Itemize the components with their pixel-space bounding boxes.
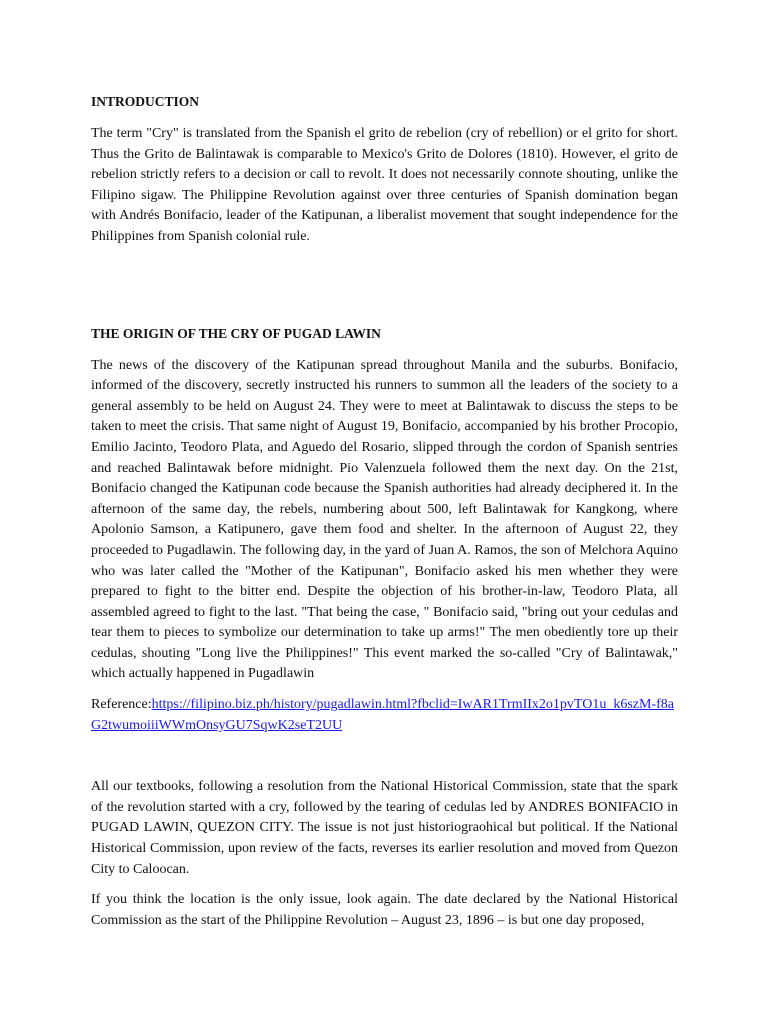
origin-paragraph: The news of the discovery of the Katipunan spread throughout Manila and the suburbs. Bonifacio, informed of the discovery, secretly instructed his runners to summon all the leaders of the society to a general assembly to be held on August 24. They were to meet at Balintawak to discuss the steps to be taken to meet the crisis. That same night of August 19, Bonifacio, accompanied by his brother Procopio, Emilio Jacinto, Teodoro Plata, and Aguedo del Rosario, slipped through the cordon of Spanish sentries and reached Balintawak before midnight. Pio Valenzuela followed them the next day. On the 21st, Bonifacio changed the Katipunan code because the Spanish authorities had already deciphered it. In the afternoon of the same day, the rebels, numbering about 500, left Balintawak for Kangkong, where Apolonio Samson, a Katipunero, gave them food and shelter. In the afternoon of August 22, they proceeded to Pugadlawin. The following day, in the yard of Juan A. Ramos, the son of Melchora Aquino who was later called the "Mother of the Katipunan", Bonifacio asked his men whether they were prepared to fight to the bitter end. Despite the objection of his brother-in-law, Teodoro Plata, all assembled agreed to fight to the last. "That being the case, " Bonifacio said, "bring out your cedulas and tear them to pieces to symbolize our determination to take up arms!" The men obediently tore up their cedulas, shouting "Long live the Philippines!" This event marked the so-called "Cry of Balintawak," which actually happened in Pugadlawin bbox=[91, 357, 678, 682]
introduction-paragraph: The term "Cry" is translated from the Spanish el grito de rebelion (cry of rebellion) or el grito for short. Thus the Grito de Balintawak is comparable to Mexico's Grito de Dolores (1810). However, el grito de rebelion strictly refers to a decision or call to revolt. It does not necessarily connote shouting, unlike the Filipino sigaw. The Philippine Revolution against over three centuries of Spanish domination began with Andrés Bonifacio, leader of the Katipunan, a liberalist movement that sought independence for the Philippines from Spanish colonial rule. bbox=[91, 126, 678, 244]
reference-label: Reference: bbox=[91, 697, 152, 713]
origin-heading: THE ORIGIN OF THE CRY OF PUGAD LAWIN bbox=[91, 325, 381, 341]
commentary-paragraph-2: If you think the location is the only issue, look again. The date declared by the National Historical Commission as the start of the Philippine Revolution – August 23, 1896 – is but one day proposed, bbox=[91, 892, 678, 928]
reference-link[interactable]: https://filipino.biz.ph/history/pugadlawin.html?fbclid=IwAR1TrmIIx2o1pvTO1u_k6szM-f8aG2twumoiiiWWmOnsyGU7SqwK2seT2UU bbox=[91, 697, 674, 733]
document-page bbox=[91, 92, 678, 931]
commentary-paragraph-1: All our textbooks, following a resolution from the National Historical Commission, state that the spark of the revolution started with a cry, followed by the tearing of cedulas led by ANDRES BONIFACIO in PUGAD LAWIN, QUEZON CITY. The issue is not just historiograohical but political. If the National Historical Commission, upon review of the facts, reverses its earlier resolution and moved from Quezon City to Caloocan. bbox=[91, 779, 678, 877]
reference-line bbox=[91, 695, 678, 736]
introduction-heading: INTRODUCTION bbox=[91, 94, 200, 109]
